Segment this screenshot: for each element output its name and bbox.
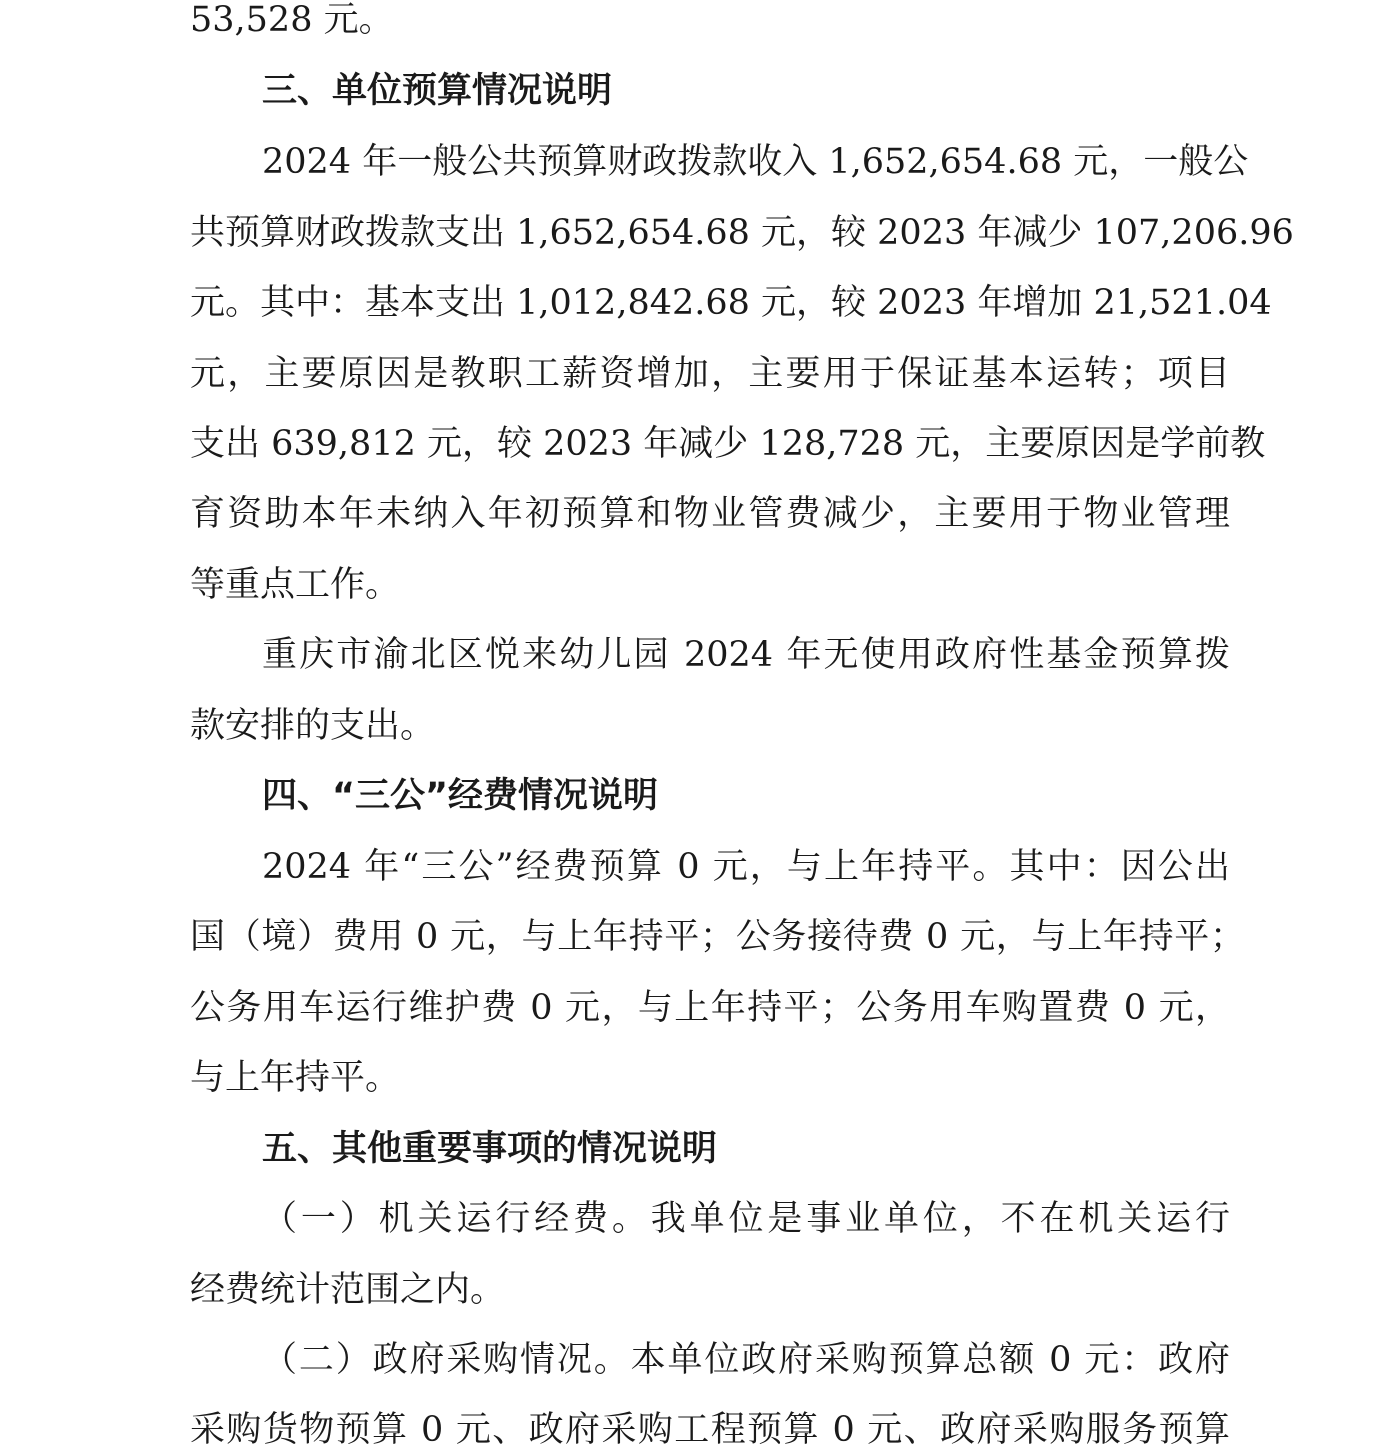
section-4-heading: 四、“三公”经费情况说明 <box>262 776 659 816</box>
section-5-heading: 五、其他重要事项的情况说明 <box>262 1129 718 1169</box>
paragraph-line: 款安排的支出。 <box>190 706 436 746</box>
paragraph-line: 采购货物预算 0 元、政府采购工程预算 0 元、政府采购服务预算 <box>190 1410 1230 1450</box>
paragraph-line: 元，主要原因是教职工薪资增加，主要用于保证基本运转；项目 <box>190 354 1230 394</box>
paragraph-line: 2024 年“三公”经费预算 0 元，与上年持平。其中：因公出 <box>262 847 1230 887</box>
paragraph-line: 共预算财政拨款支出 1,652,654.68 元，较 2023 年减少 107,206.96 <box>190 213 1294 253</box>
paragraph-line: 支出 639,812 元，较 2023 年减少 128,728 元，主要原因是学前教 <box>190 424 1266 464</box>
paragraph-line: 育资助本年未纳入年初预算和物业管费减少，主要用于物业管理 <box>190 494 1230 534</box>
section-3-heading: 三、单位预算情况说明 <box>262 71 613 111</box>
paragraph-line: 与上年持平。 <box>190 1058 401 1098</box>
paragraph-line: 重庆市渝北区悦来幼儿园 2024 年无使用政府性基金预算拨 <box>262 635 1230 675</box>
paragraph-line: 元。其中：基本支出 1,012,842.68 元，较 2023 年增加 21,521.04 <box>190 283 1272 323</box>
paragraph-line: 经费统计范围之内。 <box>190 1270 506 1310</box>
paragraph-line: （二）政府采购情况。本单位政府采购预算总额 0 元：政府 <box>262 1340 1230 1380</box>
paragraph-line: 等重点工作。 <box>190 565 401 605</box>
paragraph-line: 公务用车运行维护费 0 元，与上年持平；公务用车购置费 0 元， <box>190 988 1230 1028</box>
paragraph-line: 2024 年一般公共预算财政拨款收入 1,652,654.68 元，一般公 <box>262 142 1249 182</box>
paragraph-line: （一）机关运行经费。我单位是事业单位，不在机关运行 <box>262 1199 1230 1239</box>
paragraph-line: 国（境）费用 0 元，与上年持平；公务接待费 0 元，与上年持平； <box>190 917 1245 957</box>
top-fragment: 53,528 元。 <box>190 0 394 40</box>
